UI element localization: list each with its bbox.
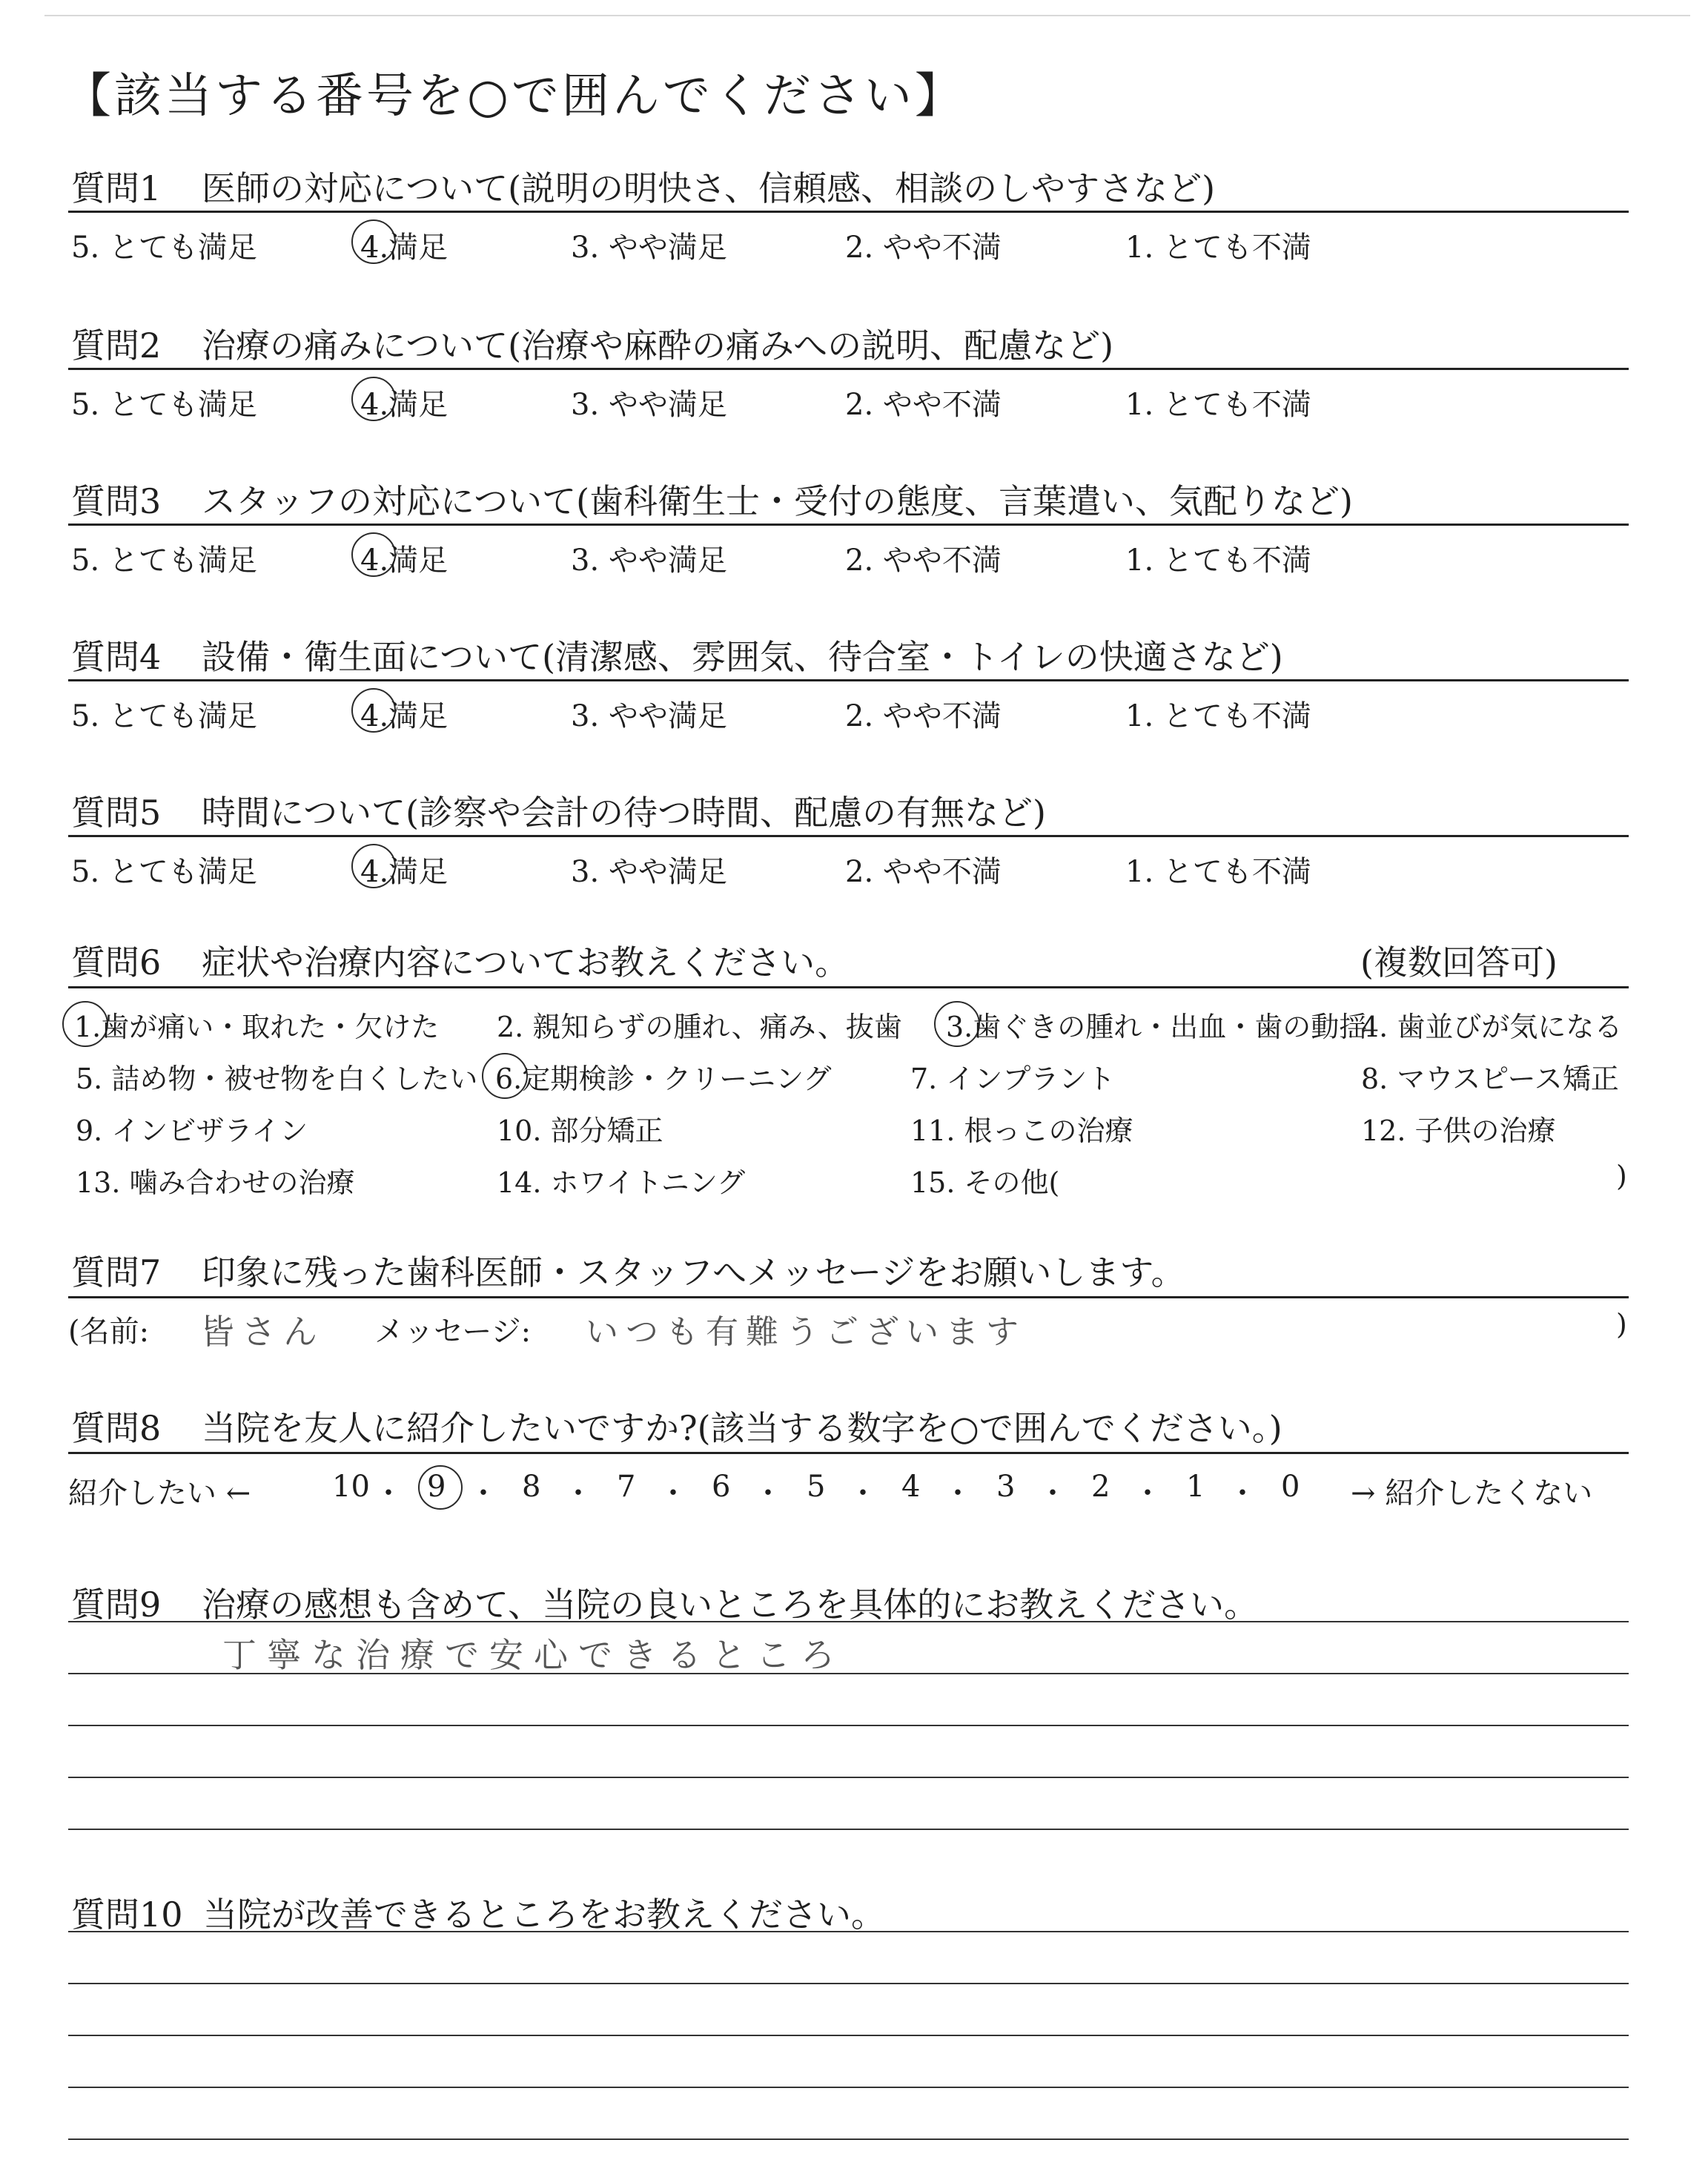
question-6 xyxy=(71,936,849,985)
recommend-score-8[interactable]: 8 xyxy=(522,1470,541,1504)
question-text: 治療の痛みについて(治療や麻酔の痛みへの説明、配慮など) xyxy=(202,326,1114,366)
rating-option-4[interactable]: 4.満足 xyxy=(360,544,448,578)
question-label: 質問4 xyxy=(71,637,162,677)
question-2 xyxy=(71,319,1113,368)
rating-option-1[interactable]: 1. とても不満 xyxy=(1125,231,1311,265)
rating-option-2[interactable]: 2. やや不満 xyxy=(845,544,1002,578)
symptom-option-7[interactable]: 7. インプラント xyxy=(910,1063,1116,1095)
question-text: 治療の感想も含めて、当院の良いところを具体的にお教えください。 xyxy=(202,1585,1259,1625)
rating-option-2[interactable]: 2. やや不満 xyxy=(845,231,1002,265)
recommend-score-3[interactable]: 3 xyxy=(996,1470,1016,1504)
question-label: 質問6 xyxy=(71,942,162,982)
question-4 xyxy=(71,630,1283,679)
question-text: 当院が改善できるところをお教えください。 xyxy=(203,1895,885,1935)
symptom-option-6[interactable]: 6.定期検診・クリーニング xyxy=(495,1063,832,1095)
answer-line xyxy=(68,1931,1629,1932)
rating-option-4[interactable]: 4.満足 xyxy=(360,388,448,422)
rating-option-4[interactable]: 4.満足 xyxy=(360,231,448,265)
rating-option-5[interactable]: 5. とても満足 xyxy=(71,231,257,265)
question-rule xyxy=(68,211,1629,213)
rating-option-1[interactable]: 1. とても不満 xyxy=(1125,855,1311,889)
answer-line xyxy=(68,2035,1629,2036)
recommend-score-0[interactable]: 0 xyxy=(1281,1470,1300,1504)
rating-option-2[interactable]: 2. やや不満 xyxy=(845,699,1002,733)
scale-separator: ・ xyxy=(469,1476,498,1510)
recommend-score-6[interactable]: 6 xyxy=(712,1470,731,1504)
rating-option-5[interactable]: 5. とても満足 xyxy=(71,388,257,422)
question-rule xyxy=(68,835,1629,837)
question-7 xyxy=(71,1246,1185,1295)
question-text: 設備・衛生面について(清潔感、雰囲気、待合室・トイレの快適さなど) xyxy=(202,637,1283,677)
rating-option-1[interactable]: 1. とても不満 xyxy=(1125,699,1311,733)
rating-option-5[interactable]: 5. とても満足 xyxy=(71,544,257,578)
recommend-score-5[interactable]: 5 xyxy=(807,1470,826,1504)
symptom-option-1[interactable]: 1.歯が痛い・取れた・欠けた xyxy=(74,1011,440,1043)
answer-line xyxy=(68,1673,1629,1674)
rating-option-4[interactable]: 4.満足 xyxy=(360,699,448,733)
rating-option-1[interactable]: 1. とても不満 xyxy=(1125,388,1311,422)
question-8 xyxy=(71,1401,1282,1450)
rating-option-3[interactable]: 3. やや満足 xyxy=(571,699,727,733)
rating-option-1[interactable]: 1. とても不満 xyxy=(1125,544,1311,578)
question-label: 質問1 xyxy=(71,168,162,208)
answer-line xyxy=(68,1777,1629,1778)
scale-separator: ・ xyxy=(658,1476,688,1510)
answer-line xyxy=(68,2138,1629,2140)
question-8-rule xyxy=(68,1452,1629,1454)
rating-option-3[interactable]: 3. やや満足 xyxy=(571,544,727,578)
answer-line xyxy=(68,1983,1629,1984)
rating-option-3[interactable]: 3. やや満足 xyxy=(571,388,727,422)
recommend-score-1[interactable]: 1 xyxy=(1186,1470,1205,1504)
recommend-left-label: 紹介したい ← xyxy=(68,1476,251,1510)
symptom-option-8[interactable]: 8. マウスピース矯正 xyxy=(1361,1063,1619,1095)
question-label: 質問9 xyxy=(71,1585,162,1625)
question-label: 質問5 xyxy=(71,793,162,833)
recommend-right-label: → 紹介したくない xyxy=(1351,1476,1593,1510)
symptom-option-15[interactable]: 15. その他( xyxy=(910,1166,1060,1199)
question-label: 質問10 xyxy=(71,1895,183,1935)
question-text: スタッフの対応について(歯科衛生士・受付の態度、言葉遣い、気配りなど) xyxy=(202,481,1353,521)
symptom-option-10[interactable]: 10. 部分矯正 xyxy=(497,1114,663,1147)
question-rule xyxy=(68,679,1629,681)
q9-handwritten-answer: 丁寧な治療で安心できるところ xyxy=(222,1635,845,1675)
question-rule xyxy=(68,368,1629,370)
recommend-score-4[interactable]: 4 xyxy=(901,1470,921,1504)
scale-separator: ・ xyxy=(563,1476,593,1510)
answer-line xyxy=(68,1829,1629,1830)
symptom-option-12[interactable]: 12. 子供の治療 xyxy=(1361,1114,1556,1147)
question-rule xyxy=(68,524,1629,526)
symptom-option-3[interactable]: 3.歯ぐきの腫れ・出血・歯の動揺 xyxy=(946,1011,1368,1043)
question-label: 質問7 xyxy=(71,1252,162,1292)
question-9 xyxy=(71,1578,1258,1627)
question-5 xyxy=(71,786,1046,835)
question-7-rule xyxy=(68,1296,1629,1298)
message-label: メッセージ: xyxy=(374,1315,532,1349)
recommend-score-9[interactable]: 9 xyxy=(427,1470,446,1504)
top-border xyxy=(44,15,1690,16)
rating-option-3[interactable]: 3. やや満足 xyxy=(571,855,727,889)
scale-separator: ・ xyxy=(1133,1476,1162,1510)
question-text: 時間について(診察や会計の待つ時間、配慮の有無など) xyxy=(202,793,1046,833)
question-text: 当院を友人に紹介したいですか?(該当する数字を○で囲んでください。) xyxy=(202,1408,1282,1448)
multiple-answer-note: (複数回答可) xyxy=(1360,942,1558,982)
other-close-paren: ) xyxy=(1616,1160,1627,1192)
answer-line xyxy=(68,1621,1629,1622)
symptom-option-2[interactable]: 2. 親知らずの腫れ、痛み、抜歯 xyxy=(497,1011,902,1043)
rating-option-2[interactable]: 2. やや不満 xyxy=(845,855,1002,889)
question-text: 症状や治療内容についてお教えください。 xyxy=(202,942,850,982)
name-label: (名前: xyxy=(68,1315,150,1349)
rating-option-3[interactable]: 3. やや満足 xyxy=(571,231,727,265)
symptom-option-4[interactable]: 4. 歯並びが気になる xyxy=(1361,1011,1623,1043)
question-text: 印象に残った歯科医師・スタッフへメッセージをお願いします。 xyxy=(202,1252,1185,1292)
answer-line xyxy=(68,1725,1629,1726)
scale-separator: ・ xyxy=(1038,1476,1068,1510)
rating-option-5[interactable]: 5. とても満足 xyxy=(71,855,257,889)
page-heading: 【該当する番号を○で囲んでください】 xyxy=(64,69,965,124)
question-label: 質問2 xyxy=(71,326,162,366)
message-handwritten: いつも有難うございます xyxy=(586,1313,1026,1351)
symptom-option-5[interactable]: 5. 詰め物・被せ物を白くしたい xyxy=(76,1063,478,1095)
message-close-paren: ) xyxy=(1616,1308,1627,1341)
question-1 xyxy=(71,162,1215,211)
scale-separator: ・ xyxy=(848,1476,878,1510)
question-label: 質問3 xyxy=(71,481,162,521)
rating-option-5[interactable]: 5. とても満足 xyxy=(71,699,257,733)
recommend-score-7[interactable]: 7 xyxy=(617,1470,636,1504)
name-handwritten: 皆さん xyxy=(200,1312,325,1352)
scale-separator: ・ xyxy=(753,1476,783,1510)
recommend-score-10[interactable]: 10 xyxy=(332,1470,370,1504)
symptom-option-14[interactable]: 14. ホワイトニング xyxy=(497,1166,746,1199)
question-3 xyxy=(71,475,1353,524)
question-10 xyxy=(71,1888,885,1937)
symptom-option-13[interactable]: 13. 噛み合わせの治療 xyxy=(76,1166,355,1199)
scale-separator: ・ xyxy=(943,1476,973,1510)
rating-option-2[interactable]: 2. やや不満 xyxy=(845,388,1002,422)
scale-separator: ・ xyxy=(1228,1476,1257,1510)
rating-option-4[interactable]: 4.満足 xyxy=(360,855,448,889)
symptom-option-9[interactable]: 9. インビザライン xyxy=(76,1114,308,1147)
scale-separator: ・ xyxy=(374,1476,403,1510)
question-label: 質問8 xyxy=(71,1408,162,1448)
answer-line xyxy=(68,2087,1629,2088)
question-6-rule xyxy=(68,986,1629,988)
question-text: 医師の対応について(説明の明快さ、信頼感、相談のしやすさなど) xyxy=(202,168,1216,208)
symptom-option-11[interactable]: 11. 根っこの治療 xyxy=(910,1114,1133,1147)
recommend-score-2[interactable]: 2 xyxy=(1091,1470,1110,1504)
